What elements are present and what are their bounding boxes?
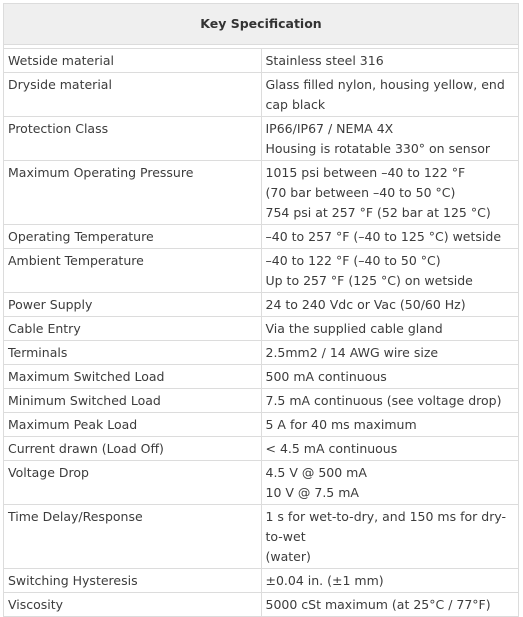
spec-value bbox=[261, 293, 519, 317]
spec-value-line: (water) bbox=[265, 549, 311, 564]
spec-value-line: 7.5 mA continuous (see voltage drop) bbox=[265, 393, 502, 408]
spec-value-line: 754 psi at 257 °F (52 bar at 125 °C) bbox=[265, 205, 491, 220]
table-row bbox=[4, 341, 519, 365]
spec-value-line: Housing is rotatable 330° on sensor bbox=[265, 141, 490, 156]
spec-label: Current drawn (Load Off) bbox=[4, 437, 262, 461]
spec-value-line: 5000 cSt maximum (at 25°C / 77°F) bbox=[265, 597, 491, 612]
spec-label: Time Delay/Response bbox=[4, 505, 262, 569]
table-title-row bbox=[4, 4, 519, 45]
spec-label: Switching Hysteresis bbox=[4, 569, 262, 593]
spec-body bbox=[4, 49, 519, 617]
spec-label: Maximum Operating Pressure bbox=[4, 161, 262, 225]
spec-value bbox=[261, 593, 519, 617]
spec-value-line: Via the supplied cable gland bbox=[265, 321, 443, 336]
table-row bbox=[4, 117, 519, 161]
spec-value-line: 1015 psi between –40 to 122 °F bbox=[265, 165, 466, 180]
spec-value bbox=[261, 389, 519, 413]
spec-label: Power Supply bbox=[4, 293, 262, 317]
spec-value-line: 500 mA continuous bbox=[265, 369, 387, 384]
spec-value-line: 2.5mm2 / 14 AWG wire size bbox=[265, 345, 439, 360]
spec-label: Wetside material bbox=[4, 49, 262, 73]
spec-value bbox=[261, 413, 519, 437]
spec-label: Voltage Drop bbox=[4, 461, 262, 505]
spec-value-line: < 4.5 mA continuous bbox=[265, 441, 398, 456]
spec-value-line: (70 bar between –40 to 50 °C) bbox=[265, 185, 456, 200]
table-row bbox=[4, 437, 519, 461]
spec-value-line: Glass filled nylon, housing yellow, end cap black bbox=[265, 77, 505, 112]
spec-label: Viscosity bbox=[4, 593, 262, 617]
table-title: Key Specification bbox=[4, 4, 519, 45]
table-row bbox=[4, 249, 519, 293]
table-row bbox=[4, 461, 519, 505]
table-row bbox=[4, 73, 519, 117]
spec-table bbox=[3, 3, 519, 617]
spec-value-line: Up to 257 °F (125 °C) on wetside bbox=[265, 273, 473, 288]
spec-value bbox=[261, 461, 519, 505]
spec-value bbox=[261, 437, 519, 461]
spec-value-line: 4.5 V @ 500 mA bbox=[265, 465, 367, 480]
spec-value bbox=[261, 569, 519, 593]
spec-label: Terminals bbox=[4, 341, 262, 365]
spec-value-line: 5 A for 40 ms maximum bbox=[265, 417, 417, 432]
spec-value-line: –40 to 257 °F (–40 to 125 °C) wetside bbox=[265, 229, 502, 244]
spec-value bbox=[261, 161, 519, 225]
spec-value bbox=[261, 117, 519, 161]
spec-value bbox=[261, 73, 519, 117]
table-row bbox=[4, 317, 519, 341]
table-row bbox=[4, 505, 519, 569]
table-row bbox=[4, 593, 519, 617]
spec-label: Maximum Peak Load bbox=[4, 413, 262, 437]
spec-value bbox=[261, 365, 519, 389]
spec-label: Maximum Switched Load bbox=[4, 365, 262, 389]
spec-value bbox=[261, 49, 519, 73]
spec-label: Operating Temperature bbox=[4, 225, 262, 249]
spec-label: Cable Entry bbox=[4, 317, 262, 341]
table-row bbox=[4, 365, 519, 389]
spec-value-line: 10 V @ 7.5 mA bbox=[265, 485, 359, 500]
spec-value-line: –40 to 122 °F (–40 to 50 °C) bbox=[265, 253, 441, 268]
spec-value-line: Stainless steel 316 bbox=[265, 53, 384, 68]
spec-value-line: 1 s for wet-to-dry, and 150 ms for dry-to-wet bbox=[265, 509, 507, 544]
spec-label: Protection Class bbox=[4, 117, 262, 161]
table-row bbox=[4, 49, 519, 73]
spec-label: Ambient Temperature bbox=[4, 249, 262, 293]
table-row bbox=[4, 413, 519, 437]
table-row bbox=[4, 161, 519, 225]
spec-value-line: 24 to 240 Vdc or Vac (50/60 Hz) bbox=[265, 297, 466, 312]
table-row bbox=[4, 389, 519, 413]
spec-value bbox=[261, 505, 519, 569]
table-row bbox=[4, 293, 519, 317]
spec-value bbox=[261, 225, 519, 249]
spec-label: Dryside material bbox=[4, 73, 262, 117]
table-row bbox=[4, 225, 519, 249]
spec-value bbox=[261, 249, 519, 293]
spec-value-line: ±0.04 in. (±1 mm) bbox=[265, 573, 384, 588]
spec-label: Minimum Switched Load bbox=[4, 389, 262, 413]
spec-value bbox=[261, 341, 519, 365]
spec-value bbox=[261, 317, 519, 341]
spec-value-line: IP66/IP67 / NEMA 4X bbox=[265, 121, 394, 136]
table-row bbox=[4, 569, 519, 593]
